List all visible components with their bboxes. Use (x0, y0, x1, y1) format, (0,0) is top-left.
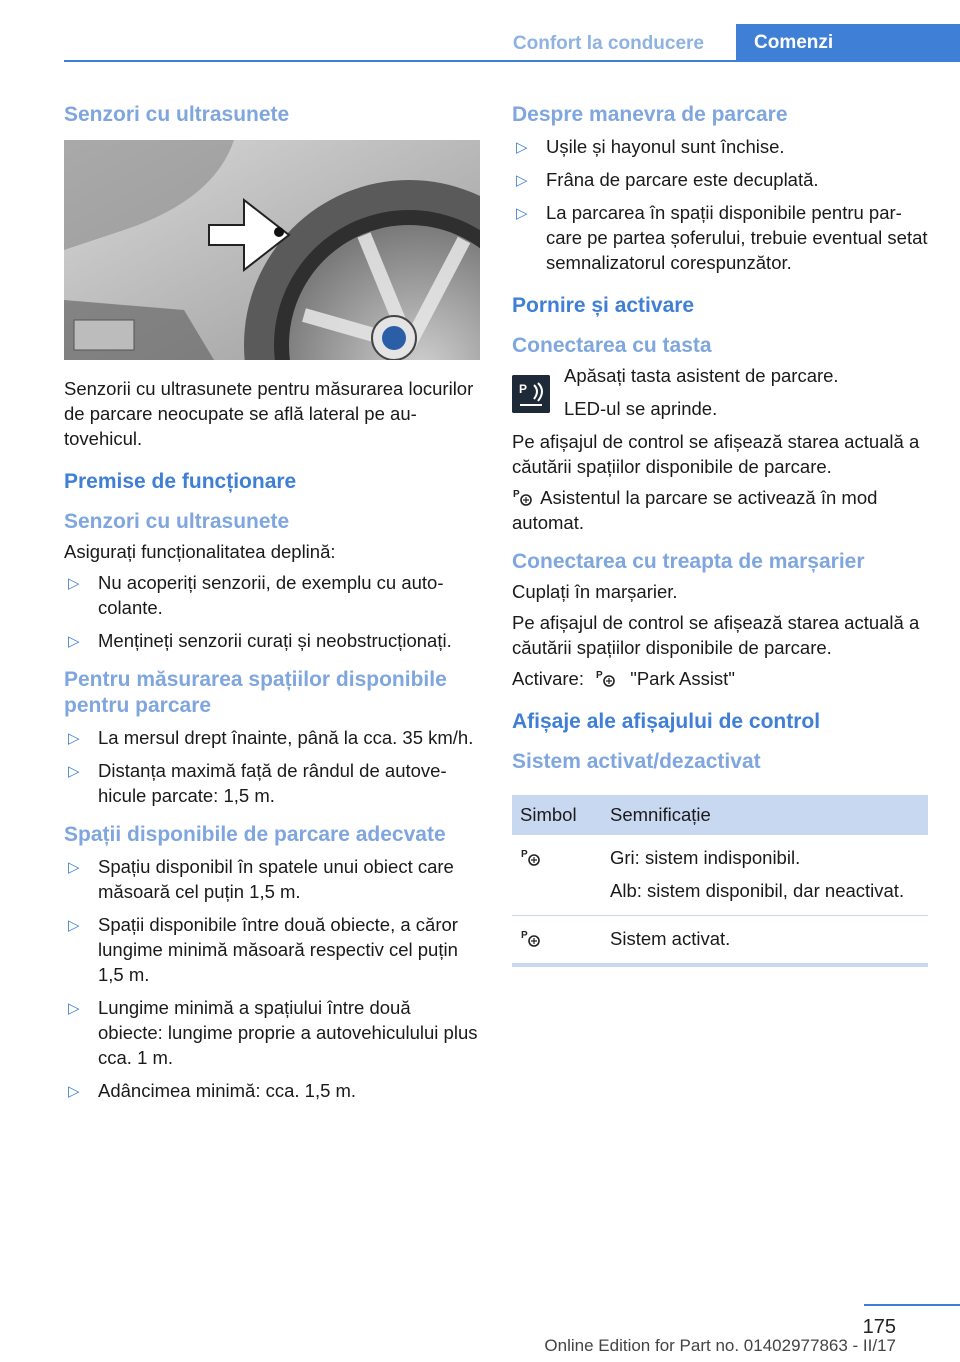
svg-text:P: P (596, 670, 603, 681)
button-line-2: LED-ul se aprinde. (564, 398, 718, 419)
display-text-2: Pe afișajul de control se afișează starea actuală a căutării spațiilor disponibile de parcare. (512, 612, 920, 658)
list-item: ▷ Spații disponibile între două obiecte, a căror lungime minimă măsoară respectiv cel puțin 1,5 m. (68, 914, 458, 985)
edition-text: Online Edition for Part no. 01402977863 - II/17 (544, 1336, 896, 1355)
table-row (512, 835, 928, 916)
list-item: ▷ Nu acoperiți senzorii, de exemplu cu autocolante. (68, 572, 444, 618)
park-assist-icon (520, 847, 544, 867)
maneuver-list (512, 134, 928, 275)
auto-text-line (512, 485, 928, 535)
heading-sensors-2: Senzori cu ultrasunete (64, 510, 290, 533)
activate-line (512, 666, 928, 691)
triangle-right-icon: ▷ (68, 730, 80, 747)
activate-value: "Park Assist" (630, 668, 735, 689)
park-assist-icon (595, 668, 619, 688)
col-meaning: Semnificație (602, 795, 928, 835)
sensor-text: Senzorii cu ultrasunete pentru măsurarea locurilor de parcare neocupate se află lateral pe autovehicul. (64, 378, 474, 449)
list-item: ▷ Frâna de parcare este decuplată. (512, 167, 928, 192)
list-item: ▷ Mențineți senzorii curați și neobstrucționați. (64, 628, 480, 653)
list-item: ▷ Spațiu disponibil în spatele unui obiect care măsoară cel puțin 1,5 m. (68, 856, 454, 902)
auto-text: Asistentul la parcare se activează în mod automat. (512, 487, 878, 533)
table-row (512, 916, 928, 966)
triangle-right-icon: ▷ (68, 1000, 80, 1017)
meaning-cell: Sistem activat. (602, 916, 928, 966)
meaning-cell: Gri: sistem indisponibil. Alb: sistem disponibil, dar neactivat. (602, 835, 928, 916)
left-column (64, 100, 480, 1111)
svg-text:P: P (521, 849, 528, 860)
heading-button: Conectarea cu tasta (512, 334, 712, 357)
page-header (0, 0, 960, 62)
list-item: ▷ La parcarea în spații disponibile pentru parcare pe partea șoferului, trebuie eventual setat semnalizatorul corespunzător. (516, 202, 928, 273)
sensors-list (64, 570, 480, 653)
col-symbol: Simbol (512, 795, 602, 835)
header-section: Confort la conducere (512, 33, 704, 54)
triangle-right-icon: ▷ (68, 633, 80, 650)
header-tab: Comenzi (736, 24, 960, 62)
triangle-right-icon: ▷ (516, 172, 528, 189)
symbol-cell (512, 835, 602, 916)
display-text: Pe afișajul de control se afișează starea actuală a căutării spațiilor disponibile de parcare. (512, 431, 920, 477)
park-assist-button-icon (512, 375, 550, 413)
heading-measure: Pentru măsurarea spațiilor disponibile pentru parcare (64, 668, 447, 717)
list-item: ▷ Ușile și hayonul sunt închise. (512, 134, 928, 159)
triangle-right-icon: ▷ (68, 1083, 80, 1100)
symbol-cell (512, 916, 602, 966)
heading-sensors: Senzori cu ultrasunete (64, 103, 290, 126)
header-rule (64, 60, 960, 62)
park-assist-icon (512, 487, 536, 507)
triangle-right-icon: ▷ (516, 139, 528, 156)
triangle-right-icon: ▷ (68, 917, 80, 934)
heading-displays: Afișaje ale afișajului de control (512, 710, 821, 733)
park-assist-icon (520, 928, 544, 948)
sensors-text: Asigurați funcționalitatea deplină: (64, 541, 336, 562)
list-item: ▷ Adâncimea minimă: cca. 1,5 m. (64, 1078, 480, 1103)
svg-text:P: P (513, 489, 520, 500)
triangle-right-icon: ▷ (68, 763, 80, 780)
triangle-right-icon: ▷ (68, 859, 80, 876)
heading-start: Pornire și activare (512, 294, 695, 317)
spaces-list (64, 854, 480, 1103)
heading-system: Sistem activat/dezactivat (512, 750, 761, 773)
heading-reverse: Conectarea cu treapta de marșarier (512, 550, 865, 573)
heading-premise: Premise de funcționare (64, 470, 297, 493)
list-item: ▷ Distanța maximă față de rândul de autovehicule parcate: 1,5 m. (68, 760, 447, 806)
footer-rule (864, 1304, 960, 1306)
page-number: 175 (862, 1316, 896, 1338)
heading-maneuver: Despre manevra de parcare (512, 103, 788, 126)
svg-text:P: P (519, 382, 528, 396)
heading-spaces: Spații disponibile de parcare adecvate (64, 823, 446, 846)
svg-text:P: P (521, 930, 528, 941)
measure-list (64, 725, 480, 808)
reverse-text: Cuplați în marșarier. (512, 581, 678, 602)
button-line-1: Apăsați tasta asistent de parcare. (564, 365, 839, 386)
button-instruction (512, 363, 928, 421)
list-item: ▷ Lungime minimă a spațiului între două obiecte: lungime proprie a autovehiculului plus cca. 1 m. (68, 997, 478, 1068)
right-column (512, 100, 928, 967)
triangle-right-icon: ▷ (68, 575, 80, 592)
table-header-row (512, 795, 928, 835)
symbol-table (512, 795, 928, 967)
list-item: ▷ La mersul drept înainte, până la cca. 35 km/h. (64, 725, 480, 750)
sensor-photo (64, 140, 480, 360)
triangle-right-icon: ▷ (516, 205, 528, 222)
activate-label: Activare: (512, 668, 584, 689)
